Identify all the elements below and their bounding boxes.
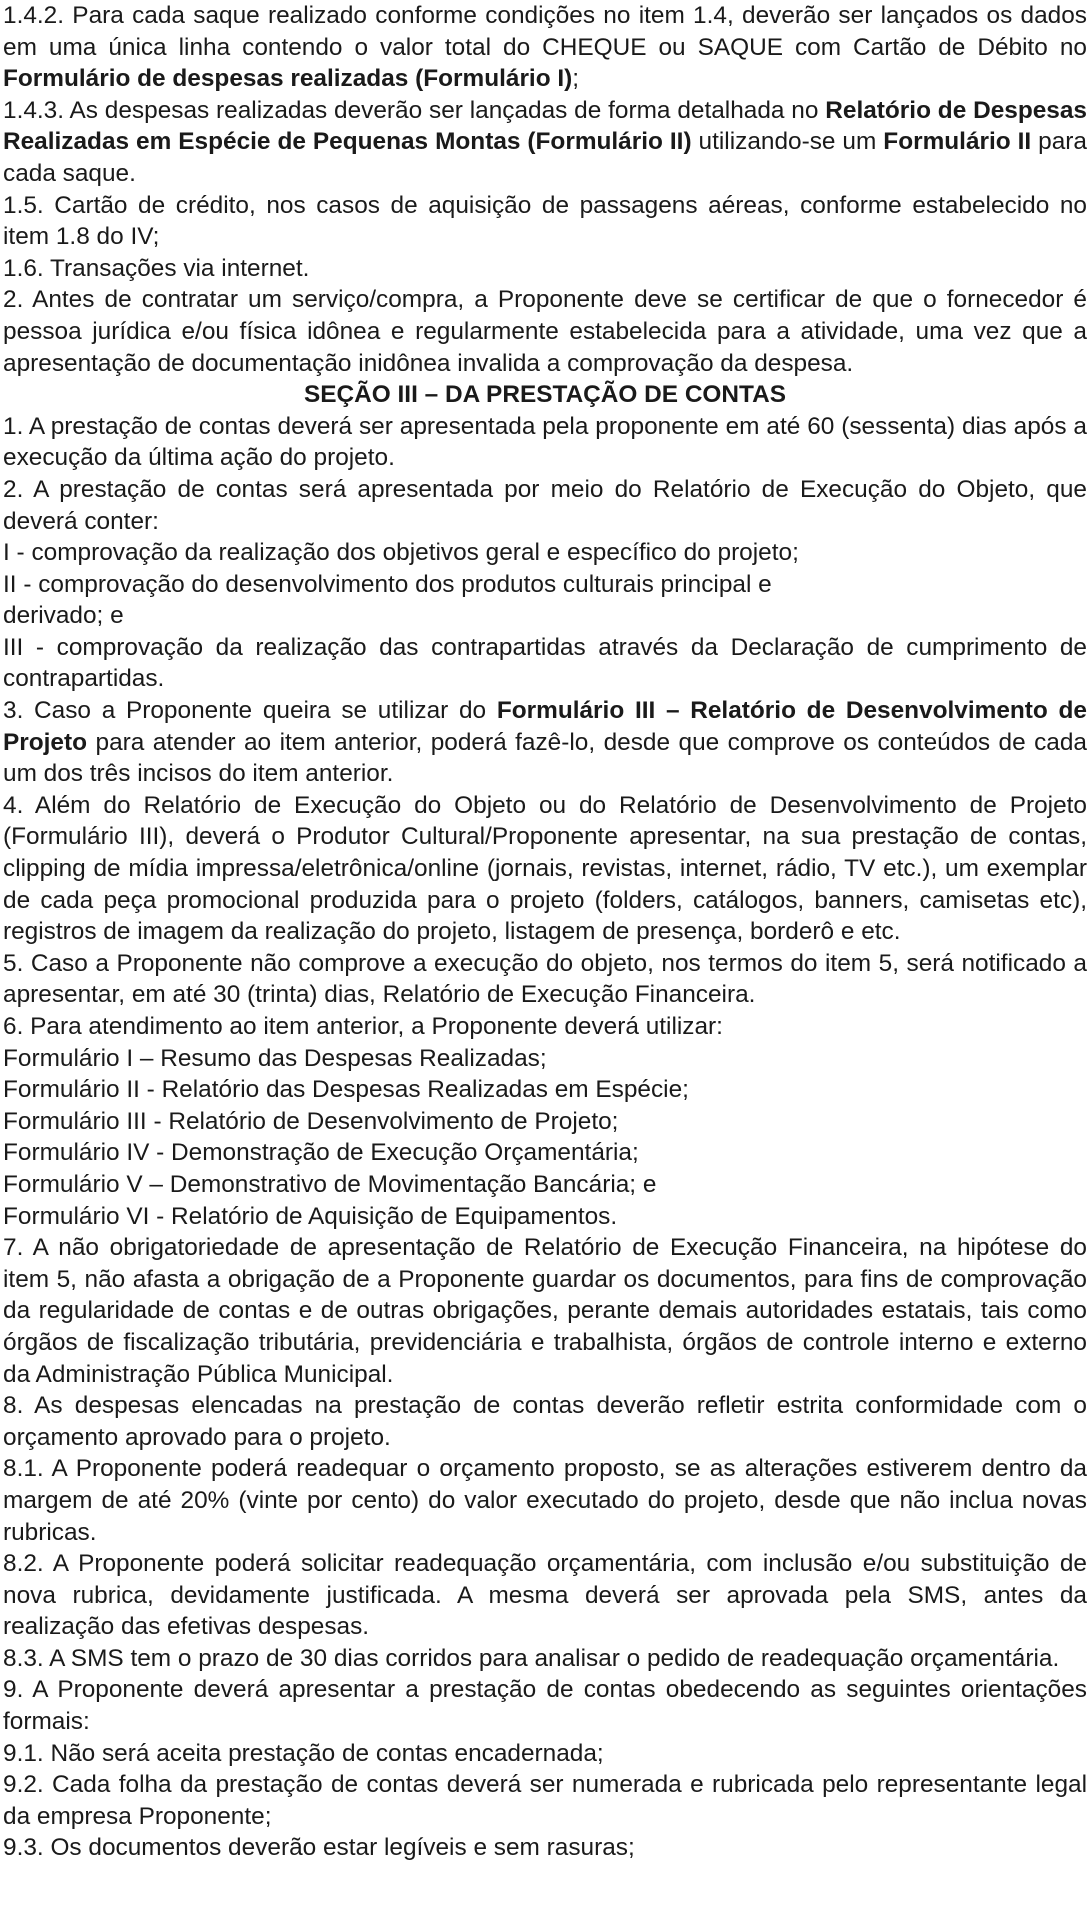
paragraph-p-f1	[3, 1043, 1087, 1075]
paragraph-p-f5	[3, 1169, 1087, 1201]
paragraph-p-s8	[3, 1390, 1087, 1453]
paragraph-p-1-6	[3, 253, 1087, 285]
paragraph-p-s9-2	[3, 1769, 1087, 1832]
text-run: 8.1. A Proponente poderá readequar o orçamento proposto, se as alterações estiverem dentro da margem de até 20% (vinte por cento) do valor executado do projeto, desde que não inclua novas rubricas.	[3, 1455, 1087, 1546]
paragraph-p-f3	[3, 1106, 1087, 1138]
section-heading	[3, 379, 1087, 411]
text-run: para cada saque.	[3, 128, 1087, 187]
text-run: 4. Além do Relatório de Execução do Objeto ou do Relatório de Desenvolvimento de Projeto (Formulário III), deverá o Produtor Cultural/Proponente apresentar, na sua prestação de contas, clipping de mídia impressa/eletrônica/online (jornais, revistas, internet, rádio, TV etc.), um exemplar de cada peça promocional produzida para o projeto (folders, catálogos, banners, camisetas etc), registros de imagem da realização do projeto, listagem de presença, borderô e etc.	[3, 791, 1087, 946]
text-run: 1.5. Cartão de crédito, nos casos de aquisição de passagens aéreas, conforme estabelecido no item 1.8 do IV;	[3, 191, 1087, 251]
text-run: 8.2. A Proponente poderá solicitar readequação orçamentária, com inclusão e/ou substituição de nova rubrica, devidamente justificada. A mesma deverá ser aprovada pela SMS, antes da realização das efetivas despesas.	[3, 1550, 1087, 1641]
text-run: 7. A não obrigatoriedade de apresentação de Relatório de Execução Financeira, na hipótese do item 5, não afasta a obrigação de a Proponente guardar os documentos, para fins de comprovação da regularidade de contas e de outras obrigações, perante demais autoridades estatais, tais como órgãos de fiscalização tributária, previdenciária e trabalhista, órgãos de controle interno e externo da Administração Pública Municipal.	[3, 1234, 1087, 1388]
text-run: Formulário V – Demonstrativo de Movimentação Bancária; e	[3, 1170, 657, 1198]
paragraph-p-1-4-2	[3, 0, 1087, 95]
text-run: 1.6. Transações via internet.	[3, 254, 310, 282]
text-run: 5. Caso a Proponente não comprove a execução do objeto, nos termos do item 5, será notificado a apresentar, em até 30 (trinta) dias, Relatório de Execução Financeira.	[3, 949, 1087, 1009]
paragraph-p-f6	[3, 1201, 1087, 1233]
text-run: Formulário IV - Demonstração de Execução Orçamentária;	[3, 1139, 639, 1167]
text-run: para atender ao item anterior, poderá fazê-lo, desde que comprove os conteúdos de cada um dos três incisos do item anterior.	[3, 728, 1087, 788]
text-run: 3. Caso a Proponente queira se utilizar do	[3, 697, 497, 725]
paragraph-p-s8-1	[3, 1453, 1087, 1548]
bold-text: Formulário de despesas realizadas (Formulário I)	[3, 65, 573, 93]
paragraph-p-s5	[3, 948, 1087, 1011]
paragraph-p-2a	[3, 284, 1087, 379]
text-run: 9. A Proponente deverá apresentar a prestação de contas obedecendo as seguintes orientações formais:	[3, 1676, 1087, 1736]
text-run: 8. As despesas elencadas na prestação de contas deverão refletir estrita conformidade com o orçamento aprovado para o projeto.	[3, 1392, 1087, 1451]
text-run: 2. Antes de contratar um serviço/compra, a Proponente deve se certificar de que o fornecedor é pessoa jurídica e/ou física idônea e regularmente estabelecida para a atividade, uma vez que a apresentação de documentação inidônea invalida a comprovação da despesa.	[3, 286, 1087, 377]
text-run: 1.4.2. Para cada saque realizado conforme condições no item 1.4, deverão ser lançados os dados em uma única linha contendo o valor total do CHEQUE ou SAQUE com Cartão de Débito no	[3, 2, 1087, 61]
text-run: Formulário II - Relatório das Despesas Realizadas em Espécie;	[3, 1076, 689, 1104]
text-run: 8.3. A SMS tem o prazo de 30 dias corridos para analisar o pedido de readequação orçamentária.	[3, 1644, 1060, 1672]
paragraph-p-f4	[3, 1137, 1087, 1169]
text-run: utilizando-se um	[691, 128, 884, 156]
paragraph-p-s9	[3, 1674, 1087, 1737]
paragraph-p-s2-iii	[3, 632, 1087, 695]
paragraph-p-s3	[3, 695, 1087, 790]
text-run: 9.3. Os documentos deverão estar legíveis e sem rasuras;	[3, 1834, 635, 1862]
text-run: Formulário I – Resumo das Despesas Realizadas;	[3, 1044, 547, 1072]
paragraph-p-f2	[3, 1074, 1087, 1106]
paragraph-p-s2-ii	[3, 569, 1087, 601]
text-run: Formulário III - Relatório de Desenvolvimento de Projeto;	[3, 1107, 619, 1135]
text-run: Formulário VI - Relatório de Aquisição de Equipamentos.	[3, 1202, 618, 1230]
paragraph-p-1-5	[3, 190, 1087, 253]
paragraph-p-s9-3	[3, 1832, 1087, 1864]
bold-text: Relatório de Despesas Realizadas em Espécie de Pequenas Montas (Formulário II)	[3, 96, 1087, 156]
text-run: 6. Para atendimento ao item anterior, a Proponente deverá utilizar:	[3, 1013, 723, 1040]
text-run: II - comprovação do desenvolvimento dos produtos culturais principal e	[3, 570, 772, 598]
text-run: SEÇÃO III – DA PRESTAÇÃO DE CONTAS	[304, 381, 786, 409]
paragraph-p-s1	[3, 411, 1087, 474]
paragraph-p-s4	[3, 790, 1087, 948]
text-run: 9.2. Cada folha da prestação de contas deverá ser numerada e rubricada pelo representante legal da empresa Proponente;	[3, 1771, 1087, 1830]
paragraph-p-s9-1	[3, 1738, 1087, 1770]
text-run: 2. A prestação de contas será apresentada por meio do Relatório de Execução do Objeto, que deverá conter:	[3, 475, 1087, 535]
paragraph-p-s6	[3, 1011, 1087, 1043]
text-run: I - comprovação da realização dos objetivos geral e específico do projeto;	[3, 539, 799, 567]
paragraph-p-s2-i	[3, 537, 1087, 569]
text-run: derivado; e	[3, 602, 124, 630]
paragraph-p-s2-ii-b	[3, 600, 1087, 632]
paragraph-p-s7	[3, 1232, 1087, 1390]
text-run: 1. A prestação de contas deverá ser apresentada pela proponente em até 60 (sessenta) dias após a execução da última ação do projeto.	[3, 412, 1087, 472]
text-run: III - comprovação da realização das contrapartidas através da Declaração de cumprimento de contrapartidas.	[3, 633, 1087, 693]
text-run: ;	[572, 65, 580, 93]
paragraph-p-s8-3	[3, 1643, 1087, 1675]
paragraph-p-1-4-3	[3, 95, 1087, 190]
bold-text: Formulário III – Relatório de Desenvolvimento de Projeto	[3, 697, 1087, 756]
paragraph-p-s2	[3, 474, 1087, 537]
bold-text: Formulário II	[883, 128, 1032, 156]
text-run: 9.1. Não será aceita prestação de contas encadernada;	[3, 1739, 604, 1767]
paragraph-p-s8-2	[3, 1548, 1087, 1643]
text-run: 1.4.3. As despesas realizadas deverão ser lançadas de forma detalhada no	[3, 96, 826, 124]
